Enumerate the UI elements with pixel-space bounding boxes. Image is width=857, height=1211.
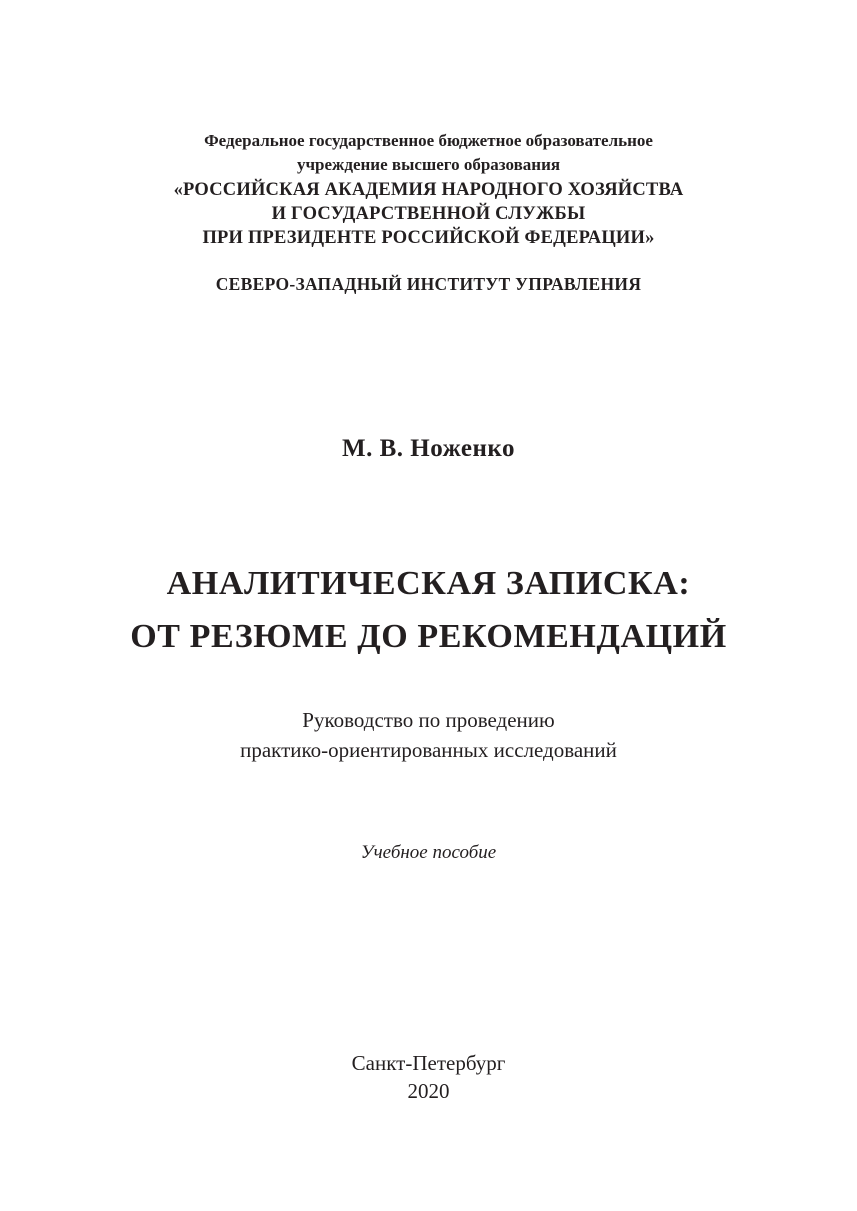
header-line-3: «РОССИЙСКАЯ АКАДЕМИЯ НАРОДНОГО ХОЗЯЙСТВА — [173, 180, 684, 200]
genre-label: Учебное пособие — [360, 842, 497, 863]
institute-name: СЕВЕРО-ЗАПАДНЫЙ ИНСТИТУТ УПРАВЛЕНИЯ — [215, 274, 642, 294]
header-line-1: Федеральное государственное бюджетное образовательное — [204, 131, 653, 150]
header-line-2: учреждение высшего образования — [296, 155, 561, 174]
header-line-5: ПРИ ПРЕЗИДЕНТЕ РОССИЙСКОЙ ФЕДЕРАЦИИ» — [202, 228, 655, 248]
title-line-1: АНАЛИТИЧЕСКАЯ ЗАПИСКА: — [166, 565, 691, 602]
author-name: М. В. Ноженко — [342, 435, 515, 462]
imprint-year: 2020 — [407, 1079, 450, 1103]
subtitle-line-1: Руководство по проведению — [302, 708, 555, 732]
header-line-4: И ГОСУДАРСТВЕННОЙ СЛУЖБЫ — [271, 204, 586, 224]
subtitle-line-2: практико-ориентированных исследований — [240, 738, 617, 762]
imprint-city: Санкт-Петербург — [351, 1051, 506, 1075]
title-line-2: ОТ РЕЗЮМЕ ДО РЕКОМЕНДАЦИЙ — [130, 618, 727, 655]
